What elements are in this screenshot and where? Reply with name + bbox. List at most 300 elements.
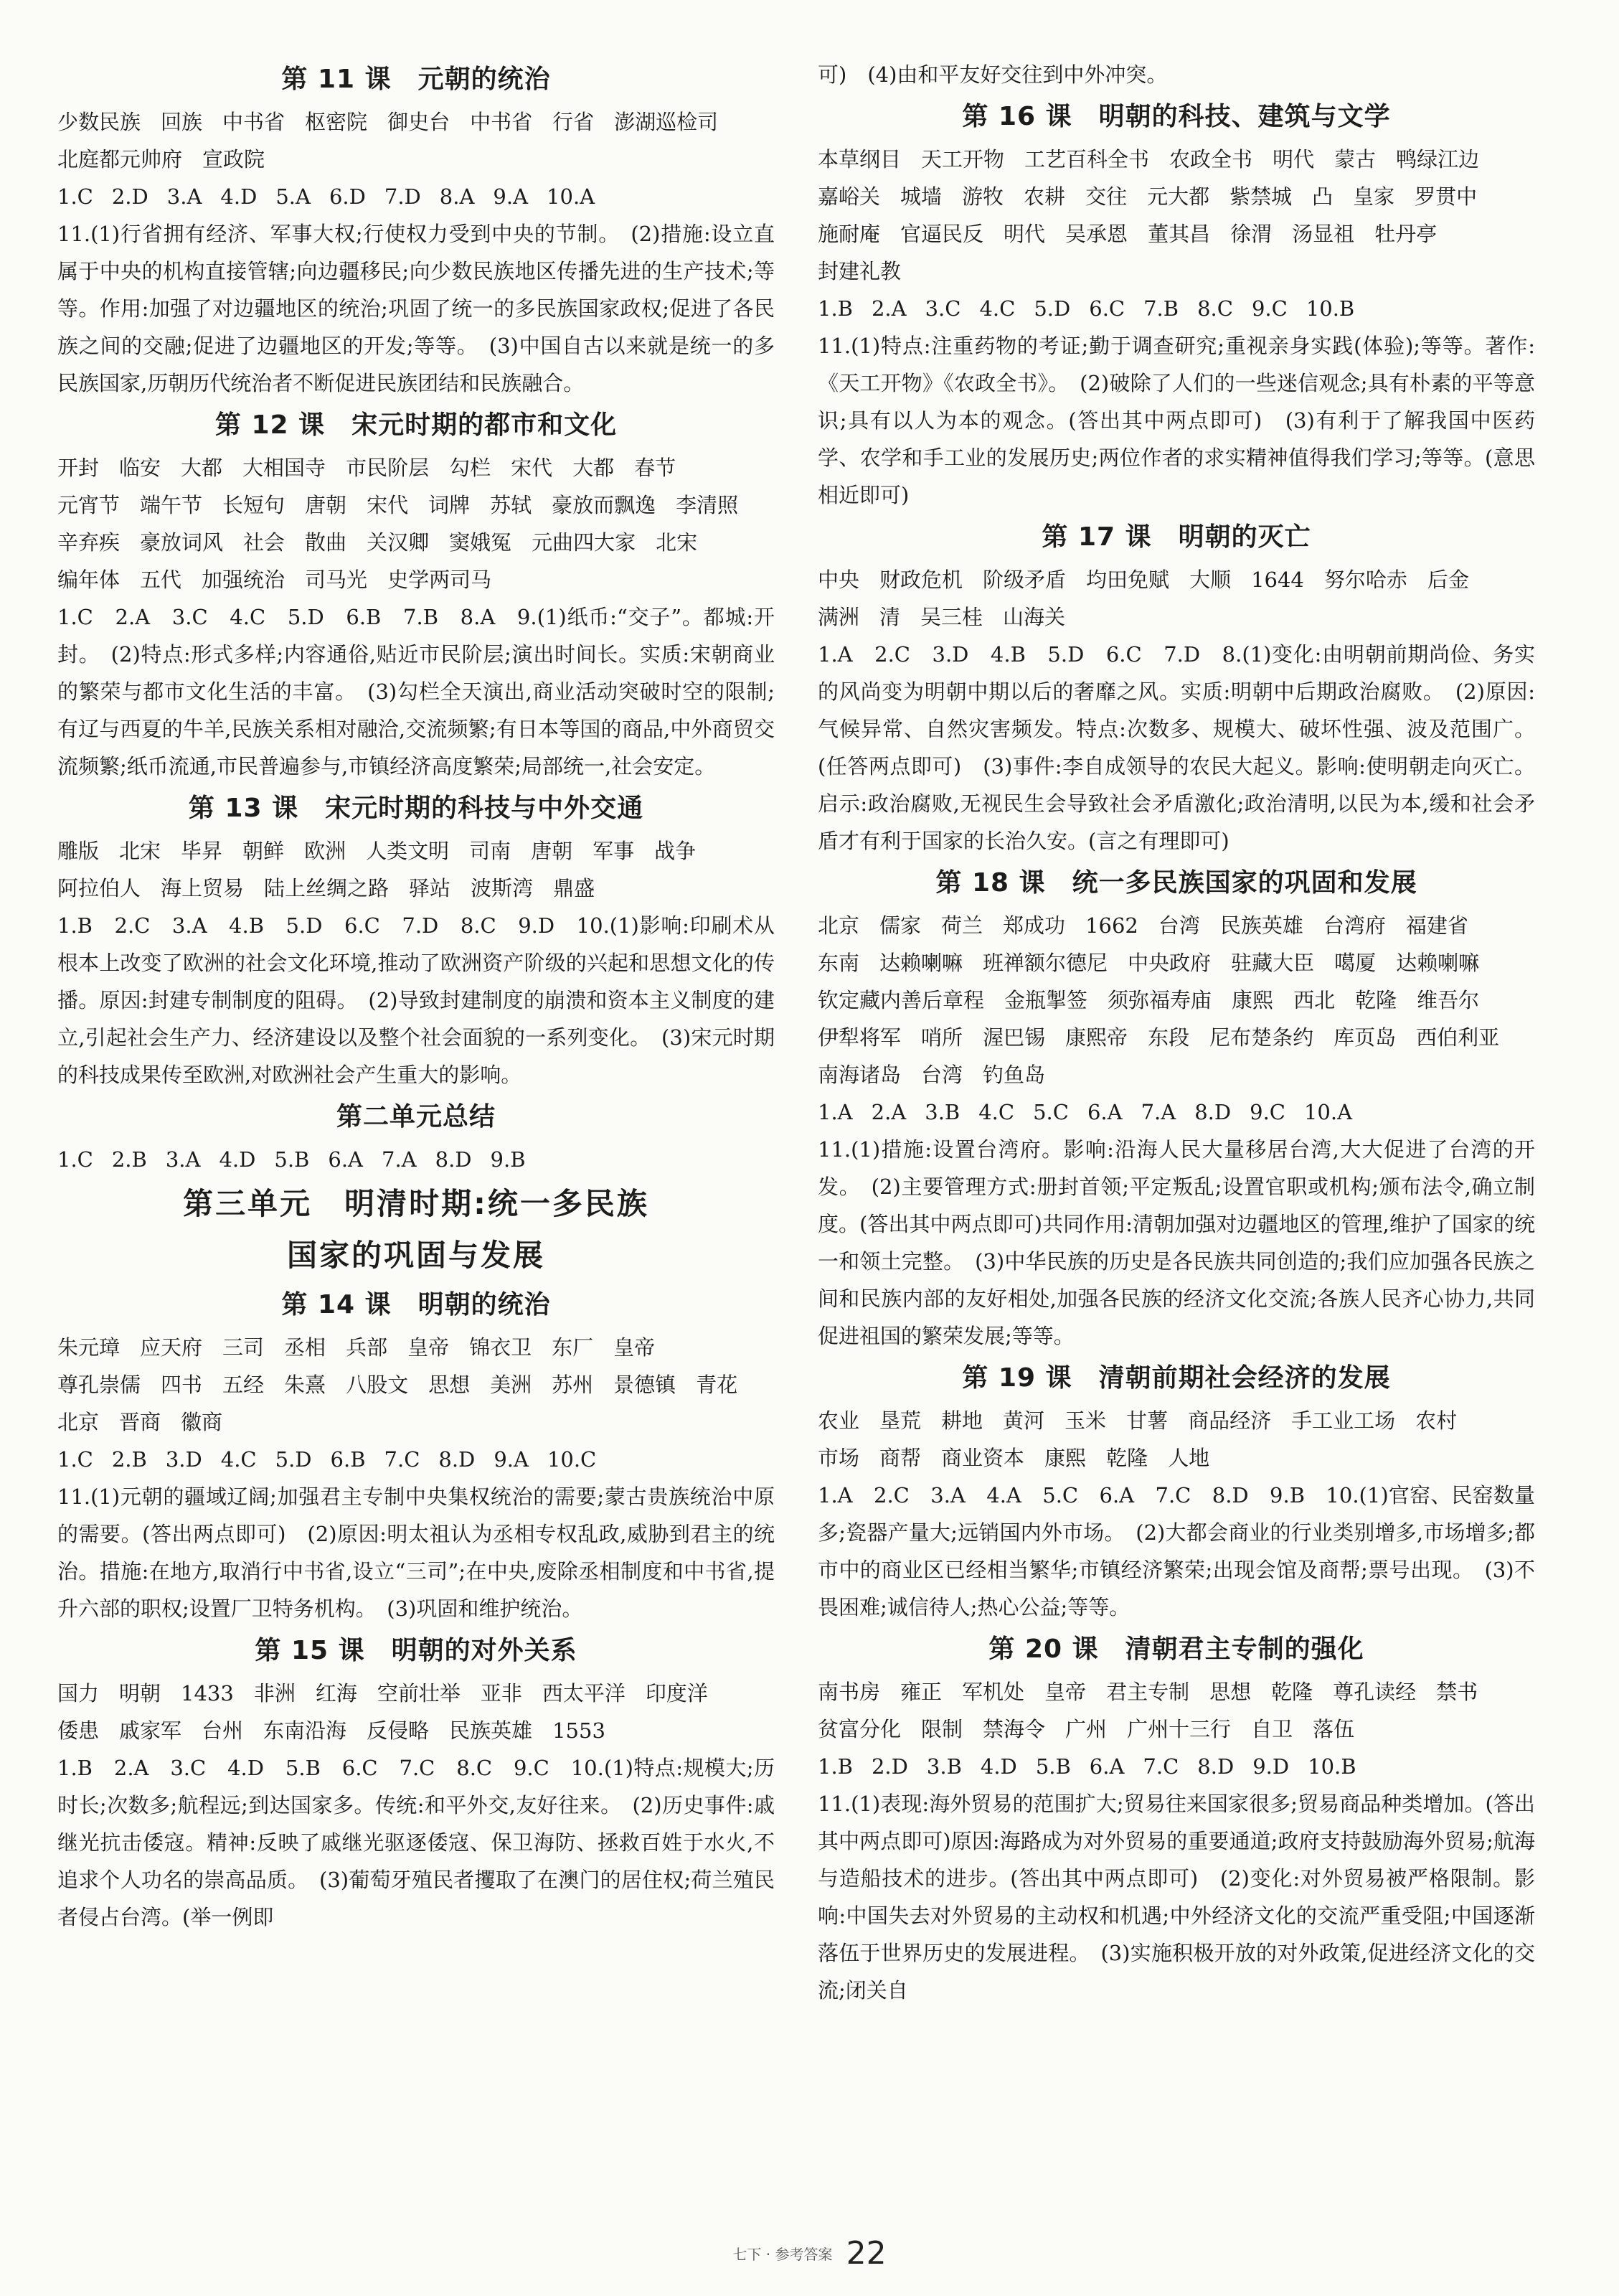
keyword: 紫禁城	[1229, 184, 1293, 209]
keyword: 班禅额尔德尼	[983, 951, 1108, 975]
keyword: 美洲	[490, 1373, 532, 1397]
keyword-list	[818, 1673, 1535, 1748]
keyword: 李清照	[676, 493, 739, 517]
answer: 4.C	[978, 1100, 1015, 1124]
keyword: 春节	[634, 456, 676, 480]
keyword: 交往	[1085, 184, 1128, 209]
keyword: 皇帝	[407, 1335, 450, 1360]
answer: 2.A	[871, 1100, 907, 1124]
answer: 6.A	[1087, 1100, 1123, 1124]
keyword: 乾隆	[1106, 1446, 1148, 1470]
keyword: 君主专制	[1106, 1680, 1190, 1704]
answer: 5.B	[274, 1147, 310, 1172]
keyword: 南书房	[818, 1680, 881, 1704]
keyword: 词牌	[428, 493, 471, 517]
keyword: 驻藏大臣	[1231, 951, 1315, 975]
keyword: 宋代	[511, 456, 553, 480]
keyword: 黄河	[1003, 1408, 1045, 1433]
keyword: 1553	[552, 1718, 605, 1743]
answer: 3.C	[925, 296, 961, 321]
keyword: 1433	[181, 1681, 234, 1705]
keyword: 噶厦	[1334, 951, 1377, 975]
keyword: 兵部	[346, 1335, 388, 1360]
keyword: 董其昌	[1148, 222, 1211, 246]
keyword: 明代	[1273, 147, 1315, 171]
keyword: 思想	[428, 1373, 471, 1397]
keyword: 宋代	[367, 493, 409, 517]
keyword: 中书省	[470, 110, 533, 134]
keyword-list	[818, 1402, 1535, 1477]
keyword: 天工开物	[921, 147, 1005, 171]
keyword: 尼布楚条约	[1209, 1025, 1314, 1050]
answer: 7.C	[384, 1447, 420, 1472]
keyword: 明朝	[119, 1681, 161, 1705]
answer: 1.A	[818, 1100, 853, 1124]
answer: 10.A	[1303, 1100, 1353, 1124]
keyword: 游牧	[962, 184, 1004, 209]
choice-answers	[818, 290, 1535, 327]
answer: 2.A	[871, 296, 907, 321]
answer: 1.B	[818, 296, 853, 321]
keyword: 北宋	[656, 530, 698, 555]
keyword: 人类文明	[366, 839, 450, 863]
keyword: 民族英雄	[1219, 913, 1303, 938]
keyword: 唐朝	[305, 493, 347, 517]
answer: 7.C	[1143, 1754, 1179, 1779]
answer-paragraph: 1.B 2.A 3.C 4.D 5.B 6.C 7.C 8.C 9.C 10.(1)特点:规模大;历时长;次数多;航程远;到达国家多。传统:和平外交,友好往来。 (2)历史事件:戚继光抗击倭寇。精神:反映了戚继光驱逐倭寇、保卫海防、拯救百姓于水火,不追求个人功名的崇高品质。 (3)葡萄牙殖民者攫取了在澳门的居住权;荷兰殖民者侵占台湾。(举一例即	[57, 1756, 775, 1929]
answer: 6.A	[1089, 1754, 1125, 1779]
keyword: 空前壮举	[377, 1681, 461, 1705]
keyword: 哨所	[921, 1025, 963, 1050]
keyword: 锦衣卫	[469, 1335, 532, 1360]
keyword: 须弥福寿庙	[1108, 988, 1212, 1012]
answer: 10.C	[547, 1447, 597, 1472]
keyword: 毕昇	[181, 839, 223, 863]
keyword: 耕地	[941, 1408, 983, 1433]
keyword: 西北	[1293, 988, 1336, 1012]
keyword: 儒家	[879, 913, 922, 938]
answer: 9.D	[1252, 1754, 1290, 1779]
keyword: 朱熹	[284, 1373, 326, 1397]
keyword: 皇帝	[1044, 1680, 1087, 1704]
lesson-heading: 第 20 课 清朝君主专制的强化	[988, 1634, 1364, 1664]
keyword: 官逼民反	[900, 222, 984, 246]
keyword: 东段	[1148, 1025, 1190, 1050]
keyword: 陆上丝绸之路	[264, 876, 390, 900]
answer: 9.A	[494, 1447, 529, 1472]
keyword: 落伍	[1313, 1717, 1355, 1741]
footer-label: 七下 · 参考答案	[732, 2246, 833, 2263]
answer: 8.A	[439, 184, 475, 209]
answer: 7.A	[1141, 1100, 1176, 1124]
keyword: 满洲	[818, 605, 860, 629]
keyword: 西太平洋	[542, 1681, 626, 1705]
answer: 6.A	[328, 1147, 363, 1172]
keyword: 中央政府	[1128, 951, 1212, 975]
keyword: 朝鲜	[242, 839, 285, 863]
keyword: 农耕	[1024, 184, 1066, 209]
keyword: 清	[879, 605, 901, 629]
lesson-heading: 第 19 课 清朝前期社会经济的发展	[962, 1363, 1391, 1393]
keyword: 雍正	[900, 1680, 943, 1704]
keyword: 农政全书	[1169, 147, 1253, 171]
keyword: 苏州	[552, 1373, 594, 1397]
keyword: 反侵略	[367, 1718, 430, 1743]
keyword: 戚家军	[119, 1718, 182, 1743]
answer-paragraph: 1.A 2.C 3.D 4.B 5.D 6.C 7.D 8.(1)变化:由明朝前期尚俭、务实的风尚变为明朝中期以后的奢靡之风。实质:明朝中后期政治腐败。 (2)原因:气候异常、自然灾害频发。特点:次数多、规模大、破坏性强、波及范围广。(任答两点即可) (3)事件:李自成领导的农民大起义。影响:使明朝走向灭亡。启示:政治腐败,无视民生会导致社会矛盾激化;政治清明,以民为本,缓和社会矛盾才有利于国家的长治久安。(言之有理即可)	[818, 642, 1535, 853]
choice-answers	[818, 1093, 1535, 1131]
answer: 5.D	[1034, 296, 1071, 321]
keyword: 少数民族	[57, 110, 141, 134]
keyword: 四书	[161, 1373, 203, 1397]
keyword: 元曲四大家	[532, 530, 636, 555]
keyword: 枢密院	[305, 110, 368, 134]
answer: 3.A	[166, 184, 202, 209]
keyword-list	[57, 449, 775, 598]
keyword: 思想	[1209, 1680, 1252, 1704]
keyword: 商帮	[879, 1446, 922, 1470]
unit-heading: 第三单元 明清时期:统一多民族	[183, 1186, 649, 1221]
keyword: 丞相	[284, 1335, 326, 1360]
keyword-list	[818, 561, 1535, 636]
keyword: 尊孔崇儒	[57, 1373, 141, 1397]
keyword: 勾栏	[449, 456, 491, 480]
keyword: 施耐庵	[818, 222, 881, 246]
keyword: 1662	[1085, 913, 1138, 938]
keyword: 努尔哈赤	[1323, 568, 1407, 592]
keyword: 应天府	[140, 1335, 203, 1360]
keyword: 尊孔读经	[1333, 1680, 1417, 1704]
lesson-heading: 第 13 课 宋元时期的科技与中外交通	[188, 794, 644, 823]
keyword: 垦荒	[879, 1408, 922, 1433]
lesson-heading: 第 14 课 明朝的统治	[281, 1290, 551, 1319]
answer: 9.C	[1251, 296, 1288, 321]
answer: 9.A	[493, 184, 529, 209]
keyword: 三司	[222, 1335, 265, 1360]
keyword: 禁书	[1436, 1680, 1478, 1704]
choice-answers	[57, 178, 775, 215]
answer: 5.A	[275, 184, 311, 209]
keyword: 福建省	[1405, 913, 1468, 938]
keyword: 财政危机	[879, 568, 963, 592]
keyword: 倭患	[57, 1718, 100, 1743]
keyword: 大都	[572, 456, 615, 480]
keyword: 史学两司马	[387, 568, 492, 592]
lesson-heading: 第二单元总结	[336, 1102, 496, 1131]
keyword: 散曲	[305, 530, 347, 555]
lesson-heading: 第 11 课 元朝的统治	[281, 65, 551, 94]
answer: 10.A	[547, 184, 595, 209]
keyword: 封建礼教	[818, 259, 902, 283]
answer: 4.D	[220, 184, 258, 209]
answer: 5.B	[1035, 1754, 1071, 1779]
keyword: 非洲	[253, 1681, 296, 1705]
keyword: 康熙	[1232, 988, 1274, 1012]
keyword: 阶级矛盾	[983, 568, 1067, 592]
keyword: 海上贸易	[161, 876, 245, 900]
answer: 6.C	[1089, 296, 1125, 321]
keyword: 五经	[222, 1373, 265, 1397]
keyword: 南海诸岛	[818, 1063, 902, 1087]
answer-paragraph: 11.(1)措施:设置台湾府。影响:沿海人民大量移居台湾,大大促进了台湾的开发。 (2)主要管理方式:册封首领;平定叛乱;设置官职或机构;颁布法令,确立制度。(答出其中两点即可)共同作用:清朝加强对边疆地区的管理,维护了国家的统一和领土完整。 (3)中华民族的历史是各民族共同创造的;我们应加强各民族之间和民族内部的友好相处,加强各民族的经济文化交流;各族人民齐心协力,共同促进祖国的繁荣发展;等等。	[818, 1137, 1535, 1348]
keyword: 人地	[1168, 1446, 1210, 1470]
keyword: 窦娥冤	[449, 530, 512, 555]
keyword: 商业资本	[941, 1446, 1025, 1470]
keyword: 国力	[57, 1681, 100, 1705]
answer: 6.B	[330, 1447, 366, 1472]
lesson-heading: 第 17 课 明朝的灭亡	[1042, 522, 1311, 552]
lesson-heading: 第 16 课 明朝的科技、建筑与文学	[962, 102, 1391, 131]
keyword: 鼎盛	[553, 876, 595, 900]
answer-paragraph: 11.(1)行省拥有经济、军事大权;行使权力受到中央的节制。 (2)措施:设立直属于中央的机构直接管辖;向边疆移民;向少数民族地区传播先进的生产技术;等等。作用:加强了对边疆地区的统治;巩固了统一的多民族国家政权;促进了各民族之间的交融;促进了边疆地区的开发;等等。 (3)中国自古以来就是统一的多民族国家,历朝历代统治者不断促进民族团结和民族融合。	[57, 222, 775, 395]
keyword: 司南	[469, 839, 511, 863]
keyword: 北京	[818, 913, 860, 938]
keyword: 渥巴锡	[983, 1025, 1046, 1050]
keyword: 苏轼	[490, 493, 532, 517]
answer: 4.C	[220, 1447, 257, 1472]
keyword: 钓鱼岛	[983, 1063, 1046, 1087]
keyword: 商品经济	[1188, 1408, 1272, 1433]
answer: 5.C	[1033, 1100, 1069, 1124]
answer: 1.C	[57, 1447, 93, 1472]
answer: 6.D	[329, 184, 366, 209]
answer: 1.B	[818, 1754, 853, 1779]
keyword: 长短句	[222, 493, 285, 517]
keyword: 御史台	[387, 110, 450, 134]
keyword: 农业	[818, 1408, 860, 1433]
unit-heading: 国家的巩固与发展	[286, 1238, 545, 1273]
keyword: 康熙	[1044, 1446, 1087, 1470]
keyword-list	[57, 1675, 775, 1749]
keyword: 山海关	[1003, 605, 1066, 629]
keyword: 吴三桂	[920, 605, 983, 629]
keyword: 台湾	[921, 1063, 963, 1087]
answer: 10.B	[1308, 1754, 1356, 1779]
answer: 9.C	[1250, 1100, 1285, 1124]
keyword: 朱元璋	[57, 1335, 121, 1360]
choice-answers	[57, 1441, 775, 1478]
keyword: 印度洋	[645, 1681, 708, 1705]
keyword: 荷兰	[941, 913, 983, 938]
keyword: 吴承恩	[1065, 222, 1128, 246]
keyword: 郑成功	[1003, 913, 1066, 938]
keyword-list	[818, 141, 1535, 290]
answer: 8.D	[1197, 1754, 1235, 1779]
keyword-list	[57, 103, 775, 178]
answer-paragraph: 1.C 2.A 3.C 4.C 5.D 6.B 7.B 8.A 9.(1)纸币:“交子”。都城:开封。 (2)特点:形式多样;内容通俗,贴近市民阶层;演出时间长。实质:宋朝商业的繁荣与都市文化生活的丰富。 (3)勾栏全天演出,商业活动突破时空的限制;有辽与西夏的牛羊,民族关系相对融洽,交流频繁;有日本等国的商品,中外商贸交流频繁;纸币流通,市民普遍参与,市镇经济高度繁荣;局部统一,社会安定。	[57, 605, 775, 778]
keyword: 徽商	[181, 1410, 223, 1434]
keyword: 军事	[593, 839, 635, 863]
keyword: 大顺	[1189, 568, 1232, 592]
keyword: 元大都	[1147, 184, 1210, 209]
keyword: 豪放词风	[140, 530, 224, 555]
answer: 2.B	[111, 1447, 147, 1472]
keyword: 西伯利亚	[1416, 1025, 1500, 1050]
answer-paragraph: 1.B 2.C 3.A 4.B 5.D 6.C 7.D 8.C 9.D 10.(1)影响:印刷术从根本上改变了欧洲的社会文化环境,推动了欧洲资产阶级的兴起和思想文化的传播。原因:封建专制制度的阻碍。 (2)导致封建制度的崩溃和资本主义制度的建立,引起社会生产力、经济建设以及整个社会面貌的一系列变化。 (3)宋元时期的科技成果传至欧洲,对欧洲社会产生重大的影响。	[57, 913, 775, 1087]
keyword: 伊犁将军	[818, 1025, 902, 1050]
answer: 4.C	[979, 296, 1016, 321]
keyword: 台湾府	[1323, 913, 1386, 938]
keyword: 东南沿海	[263, 1718, 347, 1743]
keyword: 玉米	[1065, 1408, 1107, 1433]
keyword: 凸	[1312, 184, 1334, 209]
keyword: 青花	[696, 1373, 738, 1397]
answer: 8.C	[1197, 296, 1233, 321]
answer: 1.C	[57, 184, 93, 209]
keyword: 限制	[921, 1717, 963, 1741]
keyword: 广州	[1065, 1717, 1108, 1741]
keyword: 唐朝	[531, 839, 573, 863]
keyword: 北宋	[119, 839, 161, 863]
answer-paragraph: 11.(1)元朝的疆域辽阔;加强君主专制中央集权统治的需要;蒙古贵族统治中原的需要。(答出两点即可) (2)原因:明太祖认为丞相专权乱政,威胁到君主的统治。措施:在地方,取消行中书省,设立“三司”;在中央,废除丞相制度和中书省,提升六部的职权;设置厂卫特务机构。 (3)巩固和维护统治。	[57, 1485, 775, 1621]
answer-paragraph: 11.(1)表现:海外贸易的范围扩大;贸易往来国家很多;贸易商品种类增加。(答出其中两点即可)原因:海路成为对外贸易的重要通道;政府支持鼓励海外贸易;航海与造船技术的进步。(答出其中两点即可) (2)变化:对外贸易被严格限制。影响:中国失去对外贸易的主动权和机遇;中外经济文化的交流严重受阻;中国逐渐落伍于世界历史的发展进程。 (3)实施积极开放的对外政策,促进经济文化的交流;闭关自	[818, 1792, 1535, 2003]
keyword: 关汉卿	[367, 530, 430, 555]
keyword: 驿站	[409, 876, 451, 900]
answer: 4.D	[980, 1754, 1017, 1779]
keyword-list	[818, 907, 1535, 1093]
keyword: 达赖喇嘛	[1396, 951, 1480, 975]
answer: 3.A	[165, 1147, 201, 1172]
keyword: 甘薯	[1126, 1408, 1169, 1433]
keyword: 市场	[818, 1446, 860, 1470]
keyword: 城墙	[900, 184, 943, 209]
keyword: 大都	[181, 456, 223, 480]
answer: 2.B	[111, 1147, 147, 1172]
keyword: 中书省	[222, 110, 285, 134]
keyword-list	[57, 1329, 775, 1441]
keyword: 台湾	[1158, 913, 1200, 938]
keyword: 大相国寺	[242, 456, 326, 480]
answer: 7.D	[384, 184, 421, 209]
choice-answers	[57, 1141, 775, 1178]
keyword: 阿拉伯人	[57, 876, 141, 900]
keyword: 贫富分化	[818, 1717, 902, 1741]
keyword: 维吾尔	[1417, 988, 1480, 1012]
keyword: 民族英雄	[449, 1718, 533, 1743]
keyword: 徐渭	[1230, 222, 1273, 246]
keyword: 本草纲目	[818, 147, 902, 171]
lesson-heading: 第 15 课 明朝的对外关系	[255, 1636, 577, 1665]
keyword: 社会	[243, 530, 285, 555]
keyword: 开封	[57, 456, 100, 480]
keyword: 端午节	[140, 493, 203, 517]
keyword: 自卫	[1251, 1717, 1293, 1741]
keyword: 司马光	[305, 568, 368, 592]
keyword: 罗贯中	[1415, 184, 1478, 209]
answer: 3.D	[165, 1447, 202, 1472]
keyword: 手工业工场	[1291, 1408, 1396, 1433]
keyword: 均田免赋	[1086, 568, 1170, 592]
keyword: 汤显祖	[1292, 222, 1355, 246]
answer-paragraph: 可) (4)由和平友好交往到中外冲突。	[818, 62, 1168, 87]
keyword: 辛弃疾	[57, 530, 121, 555]
keyword: 1644	[1251, 568, 1304, 592]
keyword: 皇帝	[613, 1335, 656, 1360]
answer: 3.B	[925, 1100, 960, 1124]
answer: 1.C	[57, 1147, 93, 1172]
answer-paragraph: 1.A 2.C 3.A 4.A 5.C 6.A 7.C 8.D 9.B 10.(1)官窑、民窑数量多;瓷器产量大;远销国内外市场。 (2)大都会商业的行业类别增多,市场增多;都市中的商业区已经相当繁华;市镇经济繁荣;出现会馆及商帮;票号出现。 (3)不畏困难;诚信待人;热心公益;等等。	[818, 1483, 1535, 1619]
keyword: 加强统治	[202, 568, 285, 592]
keyword: 蒙古	[1334, 147, 1377, 171]
keyword: 农村	[1415, 1408, 1458, 1433]
page-footer	[0, 2235, 1619, 2272]
keyword: 东南	[818, 951, 860, 975]
keyword: 雕版	[57, 839, 100, 863]
answer: 7.B	[1143, 296, 1179, 321]
keyword: 乾隆	[1271, 1680, 1313, 1704]
answer: 2.D	[111, 184, 148, 209]
lesson-heading: 第 12 课 宋元时期的都市和文化	[214, 410, 618, 440]
answer: 10.B	[1306, 296, 1355, 321]
answer-paragraph: 11.(1)特点:注重药物的考证;勤于调查研究;重视亲身实践(体验);等等。著作:《天工开物》《农政全书》。 (2)破除了人们的一些迷信观念;具有朴素的平等意识;具有以人为本的观念。(答出其中两点即可) (3)有利于了解我国中医药学、农学和手工业的发展历史;两位作者的求实精神值得我们学习;等等。(意思相近即可)	[818, 334, 1535, 507]
choice-answers	[818, 1748, 1535, 1785]
keyword: 景德镇	[613, 1373, 676, 1397]
keyword: 广州十三行	[1127, 1717, 1232, 1741]
keyword: 豪放而飘逸	[552, 493, 656, 517]
keyword: 欧洲	[304, 839, 346, 863]
keyword: 八股文	[346, 1373, 409, 1397]
keyword: 皇家	[1353, 184, 1395, 209]
keyword: 晋商	[119, 1410, 161, 1434]
answer: 9.B	[490, 1147, 526, 1172]
keyword-list	[57, 832, 775, 907]
keyword: 元宵节	[57, 493, 121, 517]
right-column	[818, 56, 1535, 2009]
keyword: 中央	[818, 568, 860, 592]
keyword: 库页岛	[1334, 1025, 1397, 1050]
keyword: 明代	[1004, 222, 1046, 246]
keyword: 钦定藏内善后章程	[818, 988, 985, 1012]
keyword: 工艺百科全书	[1024, 147, 1150, 171]
keyword: 临安	[119, 456, 161, 480]
keyword: 禁海令	[983, 1717, 1046, 1741]
keyword: 牡丹亭	[1374, 222, 1438, 246]
keyword: 乾隆	[1355, 988, 1397, 1012]
answer: 3.B	[926, 1754, 962, 1779]
keyword: 后金	[1427, 568, 1469, 592]
answer: 4.D	[219, 1147, 256, 1172]
keyword: 鸭绿江边	[1396, 147, 1480, 171]
answer: 8.D	[1194, 1100, 1232, 1124]
lesson-heading: 第 18 课 统一多民族国家的巩固和发展	[935, 868, 1417, 898]
keyword: 回族	[161, 110, 203, 134]
keyword: 嘉峪关	[818, 184, 881, 209]
answer: 7.A	[382, 1147, 417, 1172]
keyword: 波斯湾	[471, 876, 534, 900]
answer: 8.D	[435, 1147, 472, 1172]
keyword: 宣政院	[202, 147, 265, 171]
answer: 8.D	[438, 1447, 476, 1472]
keyword: 金瓶掣签	[1004, 988, 1088, 1012]
answer: 5.D	[275, 1447, 312, 1472]
keyword: 康熙帝	[1065, 1025, 1128, 1050]
keyword: 五代	[140, 568, 182, 592]
keyword: 战争	[654, 839, 697, 863]
left-column	[57, 56, 775, 1936]
keyword: 台州	[202, 1718, 244, 1743]
keyword: 达赖喇嘛	[879, 951, 963, 975]
keyword: 北京	[57, 1410, 100, 1434]
page-number: 22	[846, 2235, 887, 2272]
keyword: 红海	[315, 1681, 357, 1705]
keyword: 行省	[552, 110, 595, 134]
keyword: 军机处	[962, 1680, 1025, 1704]
keyword: 东厂	[552, 1335, 594, 1360]
keyword: 市民阶层	[346, 456, 430, 480]
keyword: 澎湖巡检司	[614, 110, 719, 134]
answer: 2.D	[871, 1754, 908, 1779]
keyword: 编年体	[57, 568, 121, 592]
